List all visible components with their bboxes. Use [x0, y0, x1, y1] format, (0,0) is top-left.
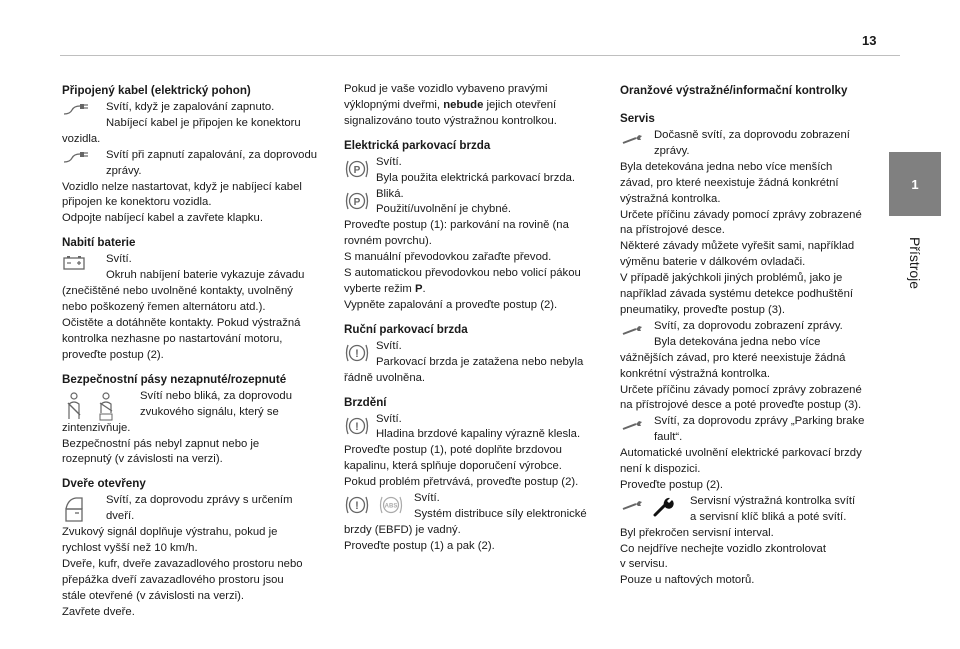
text-line: Určete příčinu závady pomocí zprávy zobrazené [620, 208, 862, 221]
text-line: Servisní výstražná kontrolka svítí [690, 494, 856, 507]
text-line: Určete příčinu závady pomocí zprávy zobrazené [620, 383, 862, 396]
charging-cable-block-2 [62, 148, 330, 180]
heading-manual-parking-brake: Ruční parkovací brzda [344, 322, 468, 336]
svg-text:!: ! [355, 500, 359, 513]
text-line: výměnu baterie v dálkovém ovladači. [620, 256, 806, 269]
svg-text:!: ! [355, 347, 359, 360]
text-line: Odpojte nabíjecí kabel a zavřete klapku. [62, 212, 263, 225]
text-line: kontrolka nezhasne po nastartování motoru, [62, 332, 283, 345]
text-line: S manuální převodovkou zařaďte převod. [344, 251, 552, 264]
seatbelt-rear-icon [94, 391, 118, 421]
text-line: rovném povrchu). [344, 235, 432, 248]
text-line: a servisní klíč bliká a poté svítí. [690, 510, 847, 523]
parking-brake-icon [344, 155, 376, 187]
wrench-icon [620, 496, 644, 514]
heading-charging-cable: Připojený kabel (elektrický pohon) [62, 84, 251, 97]
text-line: Proveďte postup (2). [620, 478, 724, 491]
svg-text:!: ! [355, 420, 359, 433]
text-line: Byla detekována jedna nebo více menších [620, 160, 833, 173]
ebfd-block [344, 491, 602, 523]
text-line: zintenzivňuje. [62, 421, 131, 434]
text-line: Svítí. [376, 412, 402, 425]
text-line: Hladina brzdové kapaliny výrazně klesla. [376, 428, 581, 441]
text-line: Vypněte zapalování a proveďte postup (2). [344, 298, 558, 311]
charging-cable-block [62, 100, 330, 132]
text-line: Zavřete dveře. [62, 605, 135, 618]
text-line: Pokud je vaše vozidlo vybaveno pravými [344, 83, 548, 95]
wrench-icon [620, 319, 654, 351]
text-line: Systém distribuce síly elektronické [414, 507, 587, 520]
text-line: Okruh nabíjení baterie vykazuje závadu [106, 269, 305, 282]
text-line: pneumatiky, proveďte postup (3). [620, 303, 785, 316]
text-line: Dveře, kufr, dveře zavazadlového prostoru nebo [62, 557, 303, 570]
parking-brake-icon [344, 187, 376, 219]
svg-text:P: P [353, 164, 361, 176]
text-line: Parkovací brzda je zatažena nebo nebyla [376, 355, 584, 368]
text-line: Automatické uvolnění elektrické parkovací brzdy [620, 447, 862, 460]
text-line: Bliká. [376, 187, 404, 200]
service-key-block [620, 494, 882, 526]
column-3 [620, 82, 882, 589]
text-line: Pokud problém přetrvává, proveďte postup (2). [344, 476, 579, 489]
braking-block [344, 412, 602, 444]
text-line: Proveďte postup (1) a pak (2). [344, 539, 495, 552]
manual-brake-block [344, 339, 602, 371]
text-line: zprávy. [654, 144, 690, 157]
heading-battery-charge: Nabití baterie [62, 236, 136, 250]
column-2 [344, 82, 602, 555]
text-line: Některé závady můžete vyřešit sami, například [620, 240, 855, 253]
text-line: výstražná kontrolka. [620, 192, 721, 205]
text-line: konkrétní výstražná kontrolka. [620, 367, 771, 380]
text-line: Svítí, za doprovodu zobrazení zprávy. [654, 319, 843, 332]
text-line: připojen ke konektoru vozidla. [62, 196, 212, 209]
charging-plug-icon [62, 100, 106, 132]
brake-warning-icon [344, 493, 370, 517]
text-line: V případě jakýchkoli jiných problémů, jako je [620, 272, 843, 285]
text-line: Svítí. [376, 339, 402, 352]
text-line: Byla detekována jedna nebo více [654, 335, 821, 348]
svg-text:P: P [353, 196, 361, 208]
text-line: zprávy. [106, 164, 142, 177]
text-line: Použití/uvolnění je chybné. [376, 203, 512, 216]
text-line: vážnějších závad, pro které neexistuje žádná [620, 351, 846, 364]
text-line: Dočasně svítí, za doprovodu zobrazení [654, 129, 850, 141]
service-block-3 [620, 414, 882, 446]
text-line: Svítí nebo bliká, za doprovodu [140, 389, 292, 402]
text-line: rychlost vyšší než 10 km/h. [62, 542, 198, 555]
battery-block [62, 252, 330, 284]
text-line: výklopnými dveřmi, nebude jejich otevření [344, 98, 557, 111]
top-rule [60, 55, 900, 56]
epb-block-2 [344, 187, 602, 219]
heading-seatbelts: Bezpečnostní pásy nezapnuté/rozepnuté [62, 372, 287, 386]
text-line: na přístrojové desce. [620, 224, 725, 237]
text-line: Svítí. [376, 155, 402, 168]
text-line: signalizováno touto výstražnou kontrolkou. [344, 114, 557, 127]
text-line: například závada systému detekce podhuštění [620, 288, 853, 301]
seatbelt-block [62, 389, 330, 421]
text-line: Svítí při zapnutí zapalování, za doprovodu [106, 148, 318, 161]
text-line: Vozidlo nelze nastartovat, když je nabíjecí kabel [62, 180, 302, 193]
wrench-icon [620, 128, 654, 160]
text-line: přepážka dveří zavazadlového prostoru jsou [62, 573, 284, 586]
service-key-icon [652, 496, 674, 518]
door-open-icon [62, 493, 106, 525]
text-line: Svítí, za doprovodu zprávy s určením [106, 494, 293, 507]
text-line: S automatickou převodovkou nebo volicí pákou [344, 267, 581, 280]
text-line: Svítí. [106, 253, 132, 266]
text-line: zvukového signálu, který se [140, 405, 279, 418]
heading-doors-open: Dveře otevřeny [62, 477, 146, 491]
chapter-label [881, 218, 949, 308]
text-line: v servisu. [620, 558, 668, 571]
heading-braking: Brzdění [344, 395, 387, 409]
text-line: není k dispozici. [620, 463, 701, 476]
abs-icon [378, 493, 404, 517]
epb-block [344, 155, 602, 187]
service-block [620, 128, 882, 160]
text-line: stále otevřené (v závislosti na verzi). [62, 589, 245, 602]
heading-service: Servis [620, 112, 655, 125]
text-line: fault“. [654, 431, 683, 444]
text-line: dveří. [106, 510, 135, 523]
text-line: na přístrojové desce a poté proveďte postup (3). [620, 399, 862, 412]
text-line: brzdy (EBFD) je vadný. [344, 523, 461, 536]
text-line: Svítí, když je zapalování zapnuto. [106, 101, 275, 113]
brake-warning-icon [344, 339, 376, 371]
text-line: vyberte režim P. [344, 282, 426, 295]
text-line: Zvukový signál doplňuje výstrahu, pokud je [62, 526, 278, 539]
text-line: Byla použita elektrická parkovací brzda. [376, 171, 576, 184]
page-number: 13 [862, 33, 877, 48]
text-line: Svítí. [414, 492, 440, 505]
text-line: vozidla. [62, 132, 101, 145]
text-line: závad, pro které neexistuje žádná konkrétní [620, 176, 839, 189]
seatbelt-icon [62, 391, 86, 421]
text-line: Očistěte a dotáhněte kontakty. Pokud výstražná [62, 316, 301, 329]
text-line: proveďte postup (2). [62, 348, 164, 361]
text-line: Nabíjecí kabel je připojen ke konektoru [106, 116, 301, 129]
service-block-2 [620, 319, 882, 351]
wrench-icon [620, 414, 654, 446]
heading-electric-parking-brake: Elektrická parkovací brzda [344, 138, 491, 152]
text-line: nebo poškozený řemen alternátoru atd.). [62, 300, 266, 313]
text-line: (znečištěné nebo uvolněné kontakty, uvolněný [62, 285, 293, 298]
text-line: řádně uvolněna. [344, 371, 426, 384]
doors-block [62, 493, 330, 525]
brake-warning-icon [344, 412, 376, 444]
text-line: Byl překročen servisní interval. [620, 526, 774, 539]
heading-orange-warnings: Oranžové výstražné/informační kontrolky [620, 84, 848, 97]
abs-icon-label: ABS [384, 503, 398, 510]
column-1 [62, 82, 330, 621]
text-line: Svítí, za doprovodu zprávy „Parking brake [654, 415, 865, 428]
text-line: Proveďte postup (1), poté doplňte brzdovou [344, 444, 562, 457]
chapter-tab[interactable]: 1 [889, 152, 941, 216]
text-line: kapalinu, která splňuje doporučení výrobce. [344, 460, 562, 473]
chapter-label-text: Přístroje [907, 236, 923, 290]
text-line: Co nejdříve nechejte vozidlo zkontrolovat [620, 542, 826, 555]
battery-icon [62, 252, 106, 284]
text-line: Pouze u naftových motorů. [620, 574, 755, 587]
charging-plug-icon [62, 148, 106, 180]
text-line: Proveďte postup (1): parkování na rovině (na [344, 219, 569, 232]
text-line: rozepnutý (v závislosti na verzi). [62, 453, 223, 466]
text-line: Bezpečnostní pás nebyl zapnut nebo je [62, 437, 260, 450]
